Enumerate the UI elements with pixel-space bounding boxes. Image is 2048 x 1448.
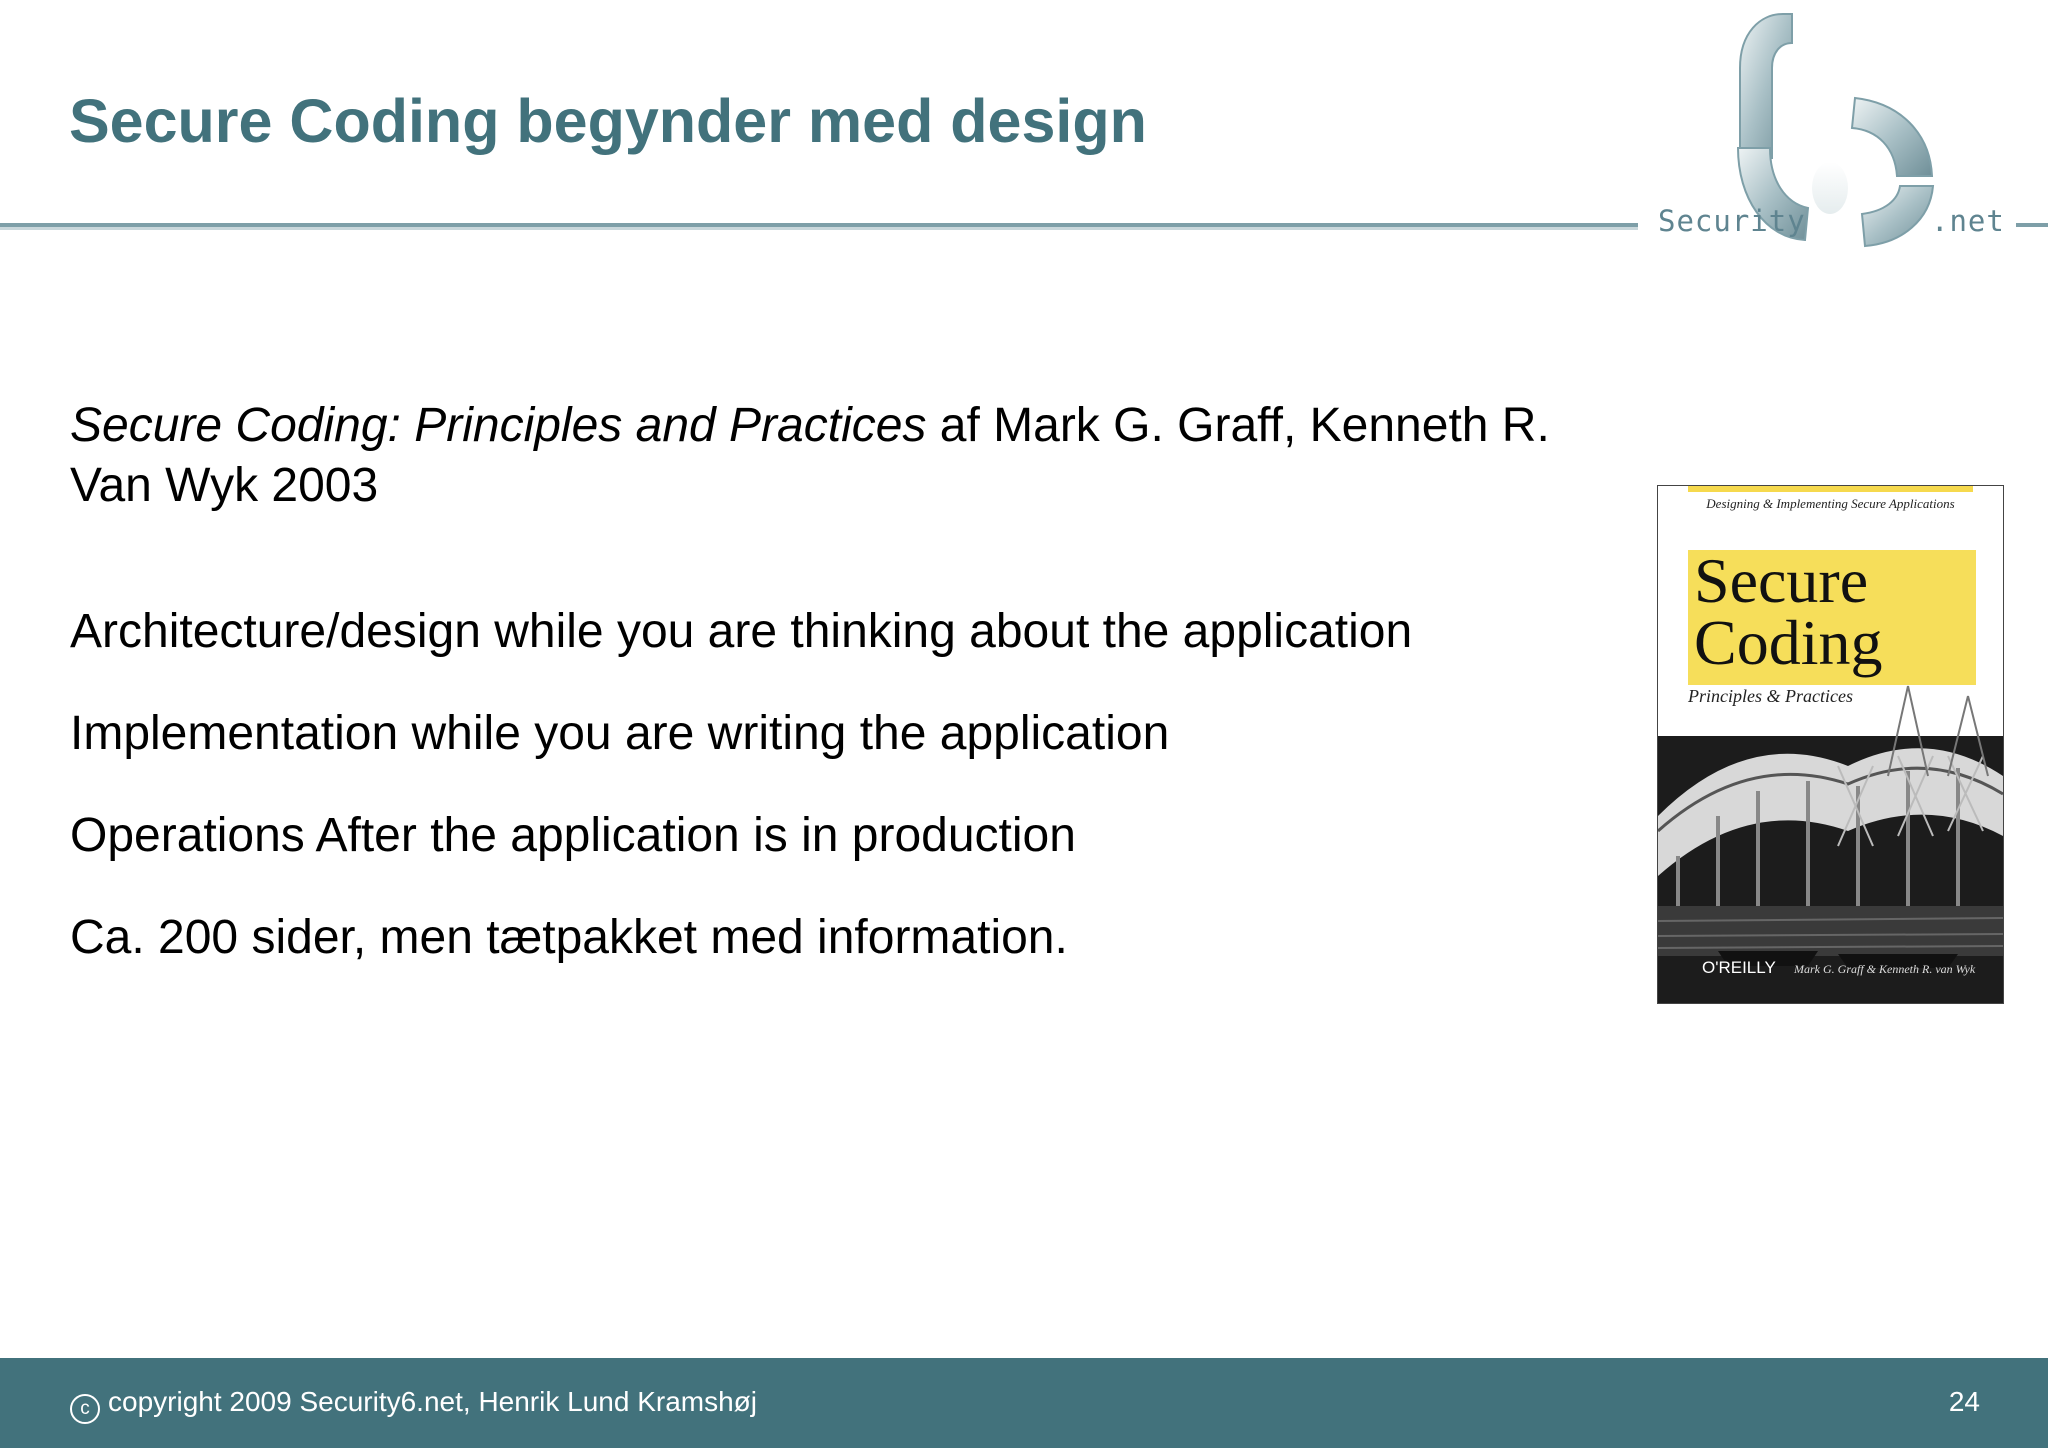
cover-title-line2: Coding (1694, 607, 1883, 678)
cover-top-bar (1688, 486, 1973, 492)
footer-copyright (70, 1386, 757, 1424)
cover-title (1694, 545, 1883, 678)
logo-text-security: Security (1658, 204, 1806, 238)
bridge-illustration-icon (1658, 656, 2003, 1003)
book-reference-title: Secure Coding: Principles and Practices (70, 399, 927, 452)
copyright-icon: c (70, 1394, 100, 1424)
bullet-item: Operations After the application is in production (70, 809, 1076, 862)
book-reference-authors: af Mark G. Graff, Kenneth R. Van Wyk 2003 (70, 399, 1550, 512)
logo-text-net: .net (1931, 204, 2005, 238)
header-rule (0, 223, 1638, 227)
book-reference (70, 396, 1630, 516)
header-rule-right (2016, 223, 2048, 227)
page-number: 24 (1948, 1386, 1980, 1417)
book-cover-image (1657, 485, 2004, 1004)
bullet-item: Implementation while you are writing the application (70, 707, 1170, 760)
copyright-text: copyright 2009 Security6.net, Henrik Lund Kramshøj (108, 1386, 757, 1417)
cover-publisher: O'REILLY (1702, 958, 1776, 977)
slide-title: Secure Coding begynder med design (69, 87, 1147, 155)
cover-tagline: Designing & Implementing Secure Applications (1706, 496, 1955, 511)
cover-title-line1: Secure (1694, 545, 1869, 616)
bullet-item: Ca. 200 sider, men tætpakket med information. (70, 911, 1068, 964)
bullet-item: Architecture/design while you are thinking about the application (70, 605, 1413, 658)
cover-authors: Mark G. Graff & Kenneth R. van Wyk (1794, 962, 1976, 976)
cover-subtitle: Principles & Practices (1688, 686, 1853, 706)
slide-footer (0, 1358, 2048, 1448)
slide-content (70, 396, 1630, 1010)
